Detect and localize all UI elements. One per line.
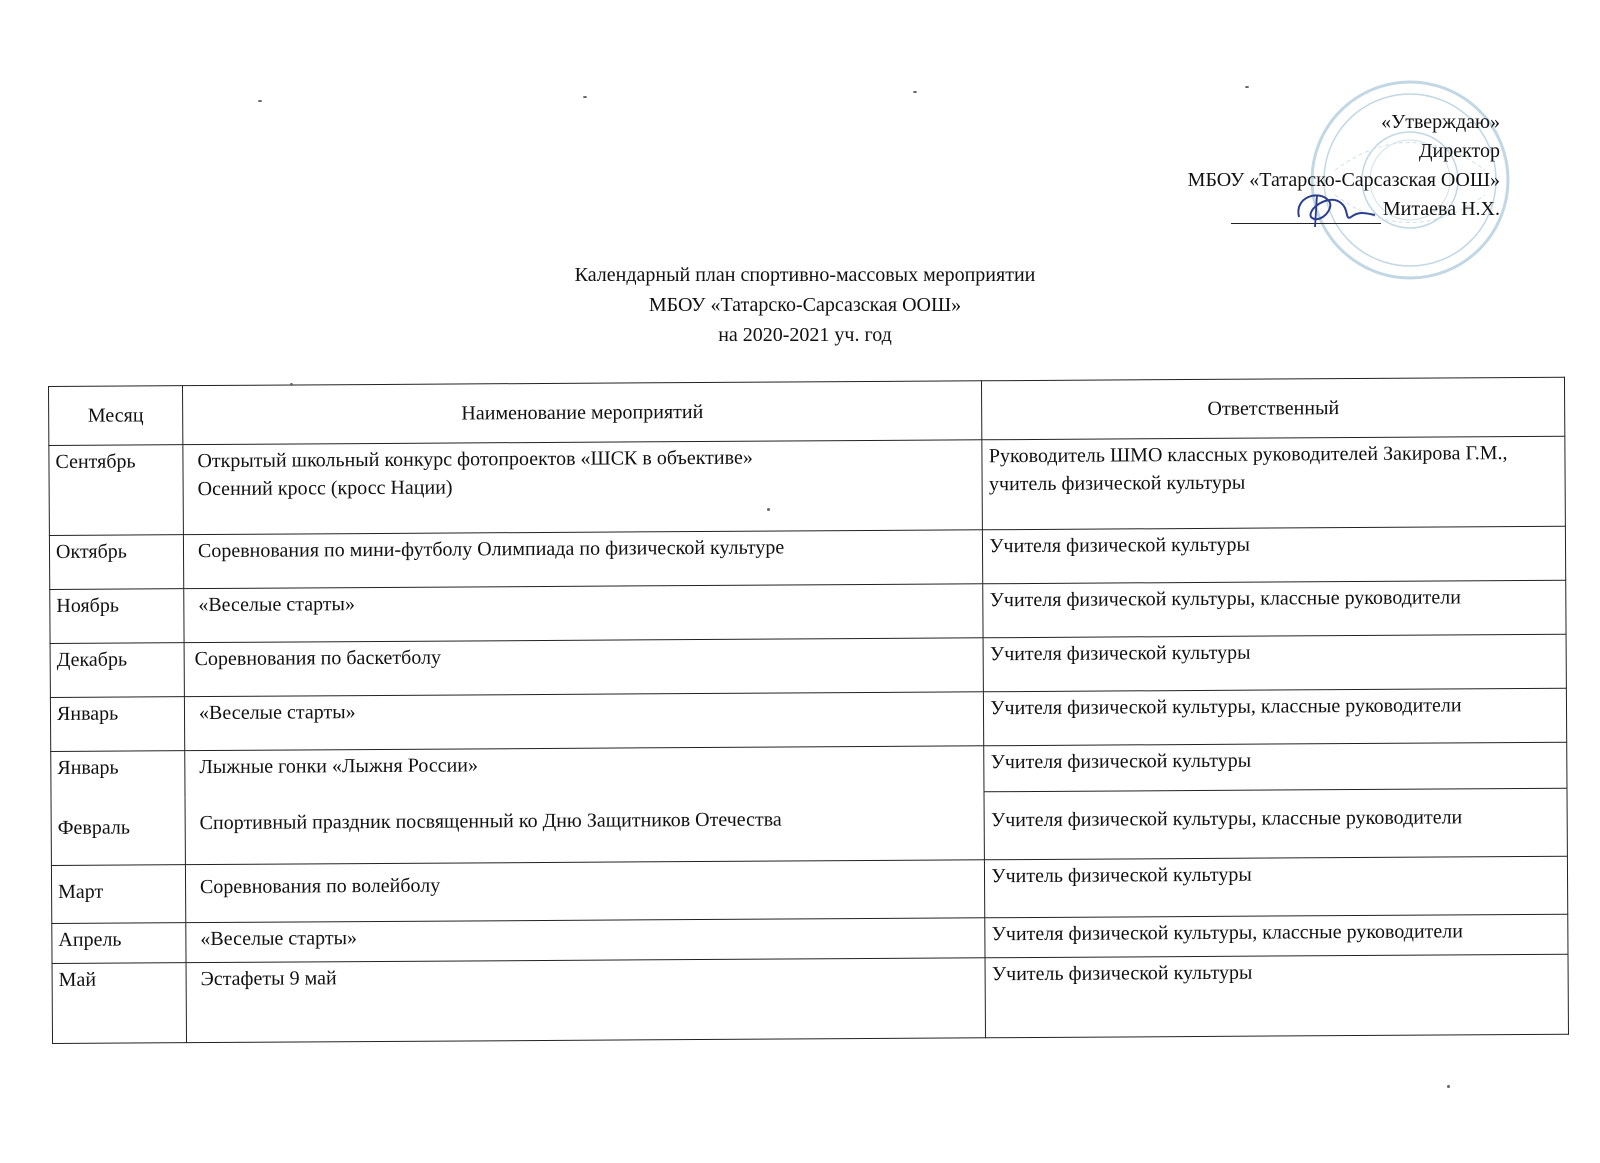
- row-month: Ноябрь: [50, 589, 184, 644]
- title-line-3: на 2020-2021 уч. год: [718, 324, 892, 346]
- table-row: [50, 688, 1566, 751]
- row-events: «Веселые старты»: [184, 584, 984, 643]
- row-month: Октябрь: [49, 535, 183, 590]
- row-responsible: Учителя физической культуры: [983, 526, 1566, 584]
- speck: [1245, 86, 1249, 88]
- document-title: [0, 260, 1600, 350]
- row-events: Эстафеты 9 май: [186, 958, 986, 1043]
- table-row: [49, 526, 1565, 589]
- approval-line-1: «Утверждаю»: [1381, 111, 1500, 133]
- event-item: Лыжные гонки «Лыжня России»: [199, 754, 479, 779]
- row-month: Апрель: [52, 923, 186, 964]
- events-table: [48, 377, 1569, 1044]
- row-events: Соревнования по мини-футболу Олимпиада по физической культуре: [183, 530, 983, 589]
- table-row: [51, 856, 1567, 923]
- event-item: Спортивный праздник посвященный ко Дню Защитников Отечества: [199, 808, 782, 835]
- speck: [767, 508, 770, 511]
- row-events: «Веселые старты»: [184, 692, 984, 751]
- approval-line-3: МБОУ «Татарско-Сарсазская ООШ»: [1187, 169, 1500, 191]
- row-events: Соревнования по баскетболу: [184, 638, 984, 697]
- speck: [258, 100, 262, 102]
- signature-icon: [1289, 187, 1379, 231]
- event-item: Открытый школьный конкурс фотопроектов «ШСК в объективе»: [197, 446, 753, 473]
- speck: [290, 383, 293, 386]
- row-responsible: Учителя физической культуры, классные руководители: [984, 688, 1567, 746]
- row-events: [183, 440, 983, 535]
- row-responsible: Руководитель ШМО классных руководителей Закирова Г.М., учитель физической культуры: [982, 436, 1565, 530]
- table-row: [52, 954, 1568, 1043]
- row-month: Сентябрь: [49, 445, 184, 536]
- row-responsible: Учителя физической культуры: [983, 634, 1566, 692]
- title-line-1: Календарный план спортивно-массовых мероприятии: [574, 264, 1036, 286]
- title-line-2: МБОУ «Татарско-Сарсазская ООШ»: [648, 294, 962, 316]
- table-header-row: [49, 377, 1565, 445]
- table-row: [49, 436, 1566, 535]
- row-events: Соревнования по волейболу: [185, 860, 985, 923]
- header-events: Наименование мероприятий: [182, 381, 982, 445]
- row-responsible-2: Учителя физической культуры, классные руководители: [984, 788, 1567, 860]
- row-events: [185, 746, 985, 865]
- table-row: [50, 634, 1566, 697]
- row-month: Январь: [50, 697, 184, 752]
- row-month: Декабрь: [50, 643, 184, 698]
- row-month: Май: [52, 963, 186, 1044]
- row-responsible: Учитель физической культуры: [985, 856, 1568, 918]
- row-responsible: Учитель физической культуры: [985, 954, 1568, 1038]
- approval-block: [1188, 108, 1500, 224]
- table-row: [50, 580, 1566, 643]
- row-responsible: Учителя физической культуры: [984, 742, 1567, 792]
- speck: [1447, 1085, 1450, 1088]
- event-item: Осенний кросс (кросс Нации): [197, 476, 453, 501]
- header-responsible: Ответственный: [982, 377, 1565, 440]
- row-responsible: Учителя физической культуры, классные руководители: [985, 914, 1568, 958]
- row-month: [51, 751, 186, 866]
- header-month: Месяц: [49, 386, 183, 446]
- signature-row: [1188, 195, 1500, 224]
- month-item: Январь: [57, 756, 119, 779]
- row-month: Март: [51, 865, 185, 924]
- approval-line-2: Директор: [1418, 140, 1500, 162]
- row-responsible: Учителя физической культуры, классные руководители: [983, 580, 1566, 638]
- row-events: «Веселые старты»: [186, 918, 986, 963]
- speck: [583, 96, 587, 98]
- approval-line-4: Митаева Н.Х.: [1382, 198, 1500, 220]
- month-item: Февраль: [57, 816, 131, 839]
- signature-line: [1231, 201, 1381, 224]
- speck: [913, 91, 917, 93]
